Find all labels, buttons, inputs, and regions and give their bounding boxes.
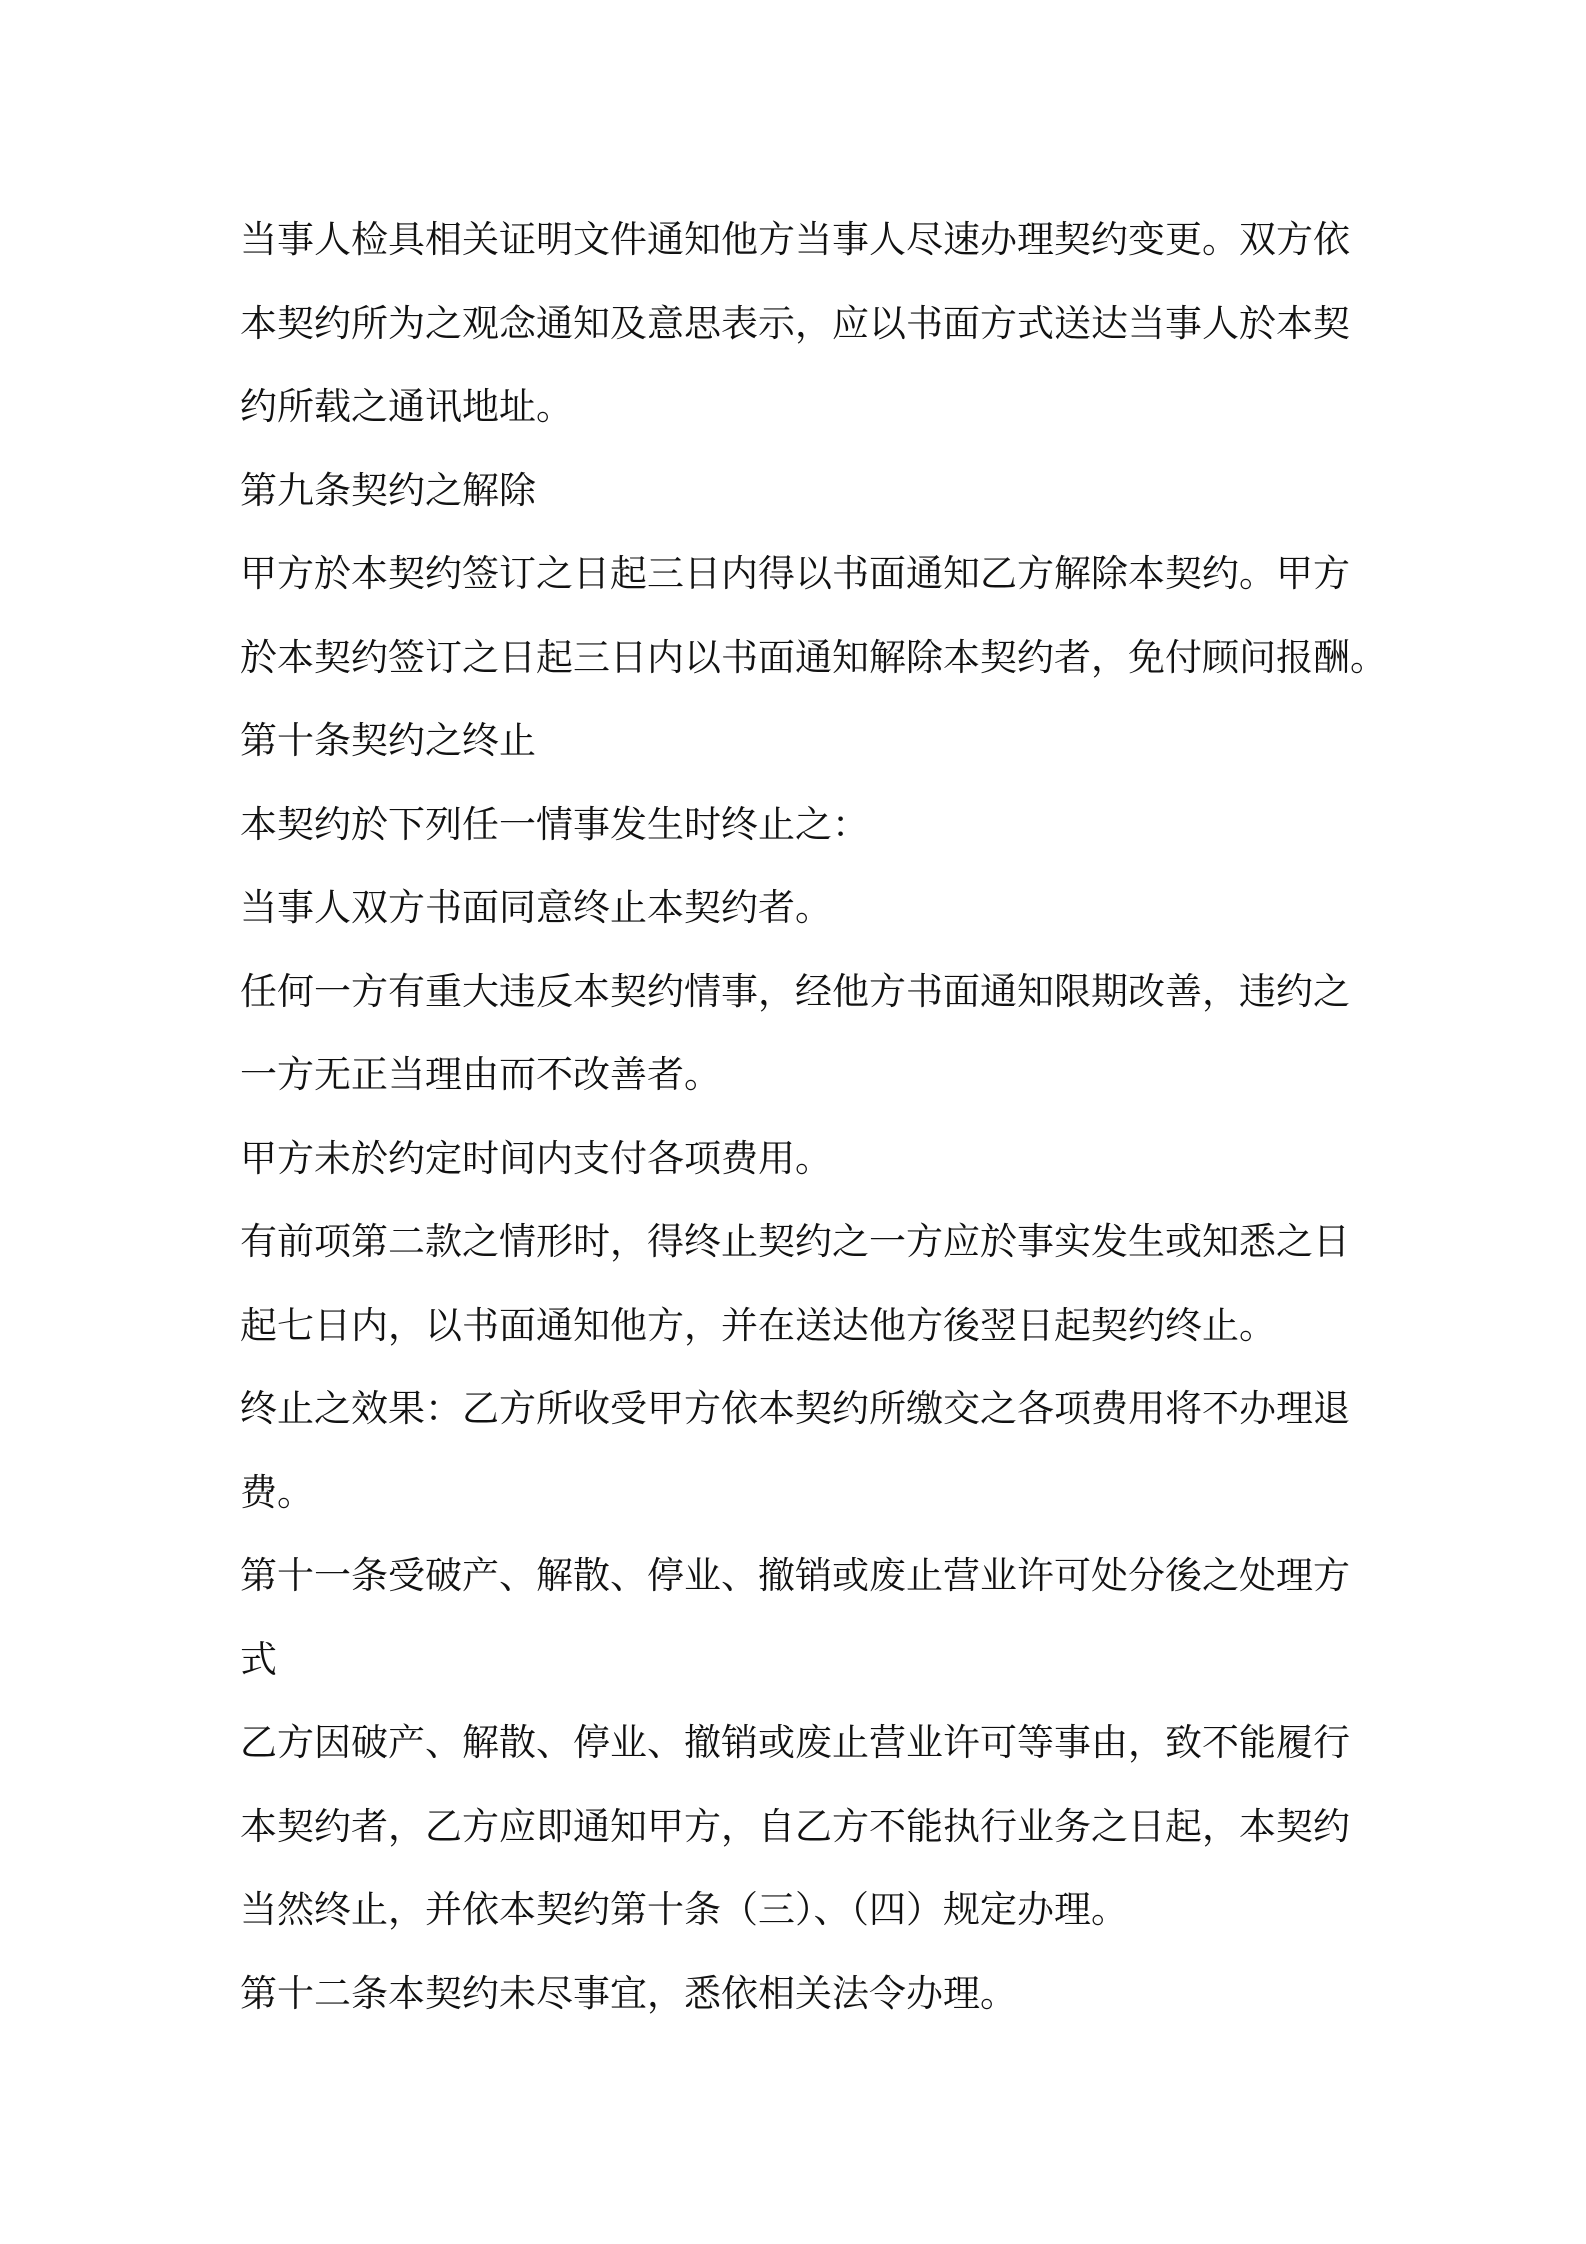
- text-line: 甲方於本契约签订之日起三日内得以书面通知乙方解除本契约。甲方: [240, 552, 1350, 595]
- paragraph-termination-effect: [240, 1367, 1370, 1534]
- paragraph-termination-intro: [240, 783, 1370, 867]
- text-line: 当事人检具相关证明文件通知他方当事人尽速办理契约变更。双方依: [240, 218, 1350, 261]
- paragraph-termination-item-1: [240, 866, 1370, 950]
- heading-line: 第十二条本契约未尽事宜，悉依相关法令办理。: [240, 1971, 1017, 2015]
- heading-line: 第十一条受破产、解散、停业、撤销或废止营业许可处分後之处理方: [240, 1554, 1350, 1597]
- article-heading-12: [240, 1952, 1370, 2036]
- paragraph-bankruptcy: [240, 1701, 1370, 1952]
- article-heading-9: [240, 449, 1370, 533]
- text-line: 当然终止，并依本契约第十条（三）、（四）规定办理。: [240, 1888, 1128, 1931]
- article-heading-11: [240, 1534, 1370, 1701]
- text-line: 本契约於下列任一情事发生时终止之：: [240, 802, 869, 846]
- heading-line: 第九条契约之解除: [240, 468, 536, 512]
- paragraph-notice-delivery: [240, 198, 1370, 449]
- text-line: 约所载之通讯地址。: [240, 385, 573, 428]
- paragraph-termination-notice: [240, 1200, 1370, 1367]
- text-line: 起七日内，以书面通知他方，并在送达他方後翌日起契约终止。: [240, 1303, 1276, 1347]
- paragraph-termination-item-3: [240, 1117, 1370, 1201]
- text-line: 费。: [240, 1470, 314, 1514]
- document-body: [240, 198, 1387, 2035]
- text-line: 终止之效果：乙方所收受甲方依本契约所缴交之各项费用将不办理退: [240, 1387, 1350, 1430]
- text-line: 本契约者，乙方应即通知甲方，自乙方不能执行业务之日起，本契约: [240, 1804, 1350, 1848]
- text-line: 有前项第二款之情形时，得终止契约之一方应於事实发生或知悉之日: [240, 1220, 1350, 1263]
- text-line: 一方无正当理由而不改善者。: [240, 1053, 721, 1096]
- text-line: 甲方未於约定时间内支付各项费用。: [240, 1136, 832, 1180]
- paragraph-rescission: [240, 532, 1387, 699]
- text-line: 任何一方有重大违反本契约情事，经他方书面通知限期改善，违约之: [240, 969, 1350, 1013]
- paragraph-termination-item-2: [240, 950, 1370, 1117]
- heading-line: 第十条契约之终止: [240, 719, 536, 762]
- text-line: 於本契约签订之日起三日内以书面通知解除本契约者，免付顾问报酬。: [240, 635, 1387, 679]
- heading-line: 式: [240, 1637, 277, 1681]
- text-line: 乙方因破产、解散、停业、撤销或废止营业许可等事由，致不能履行: [240, 1721, 1350, 1764]
- article-heading-10: [240, 699, 1370, 783]
- text-line: 本契约所为之观念通知及意思表示，应以书面方式送达当事人於本契: [240, 301, 1350, 345]
- text-line: 当事人双方书面同意终止本契约者。: [240, 886, 832, 929]
